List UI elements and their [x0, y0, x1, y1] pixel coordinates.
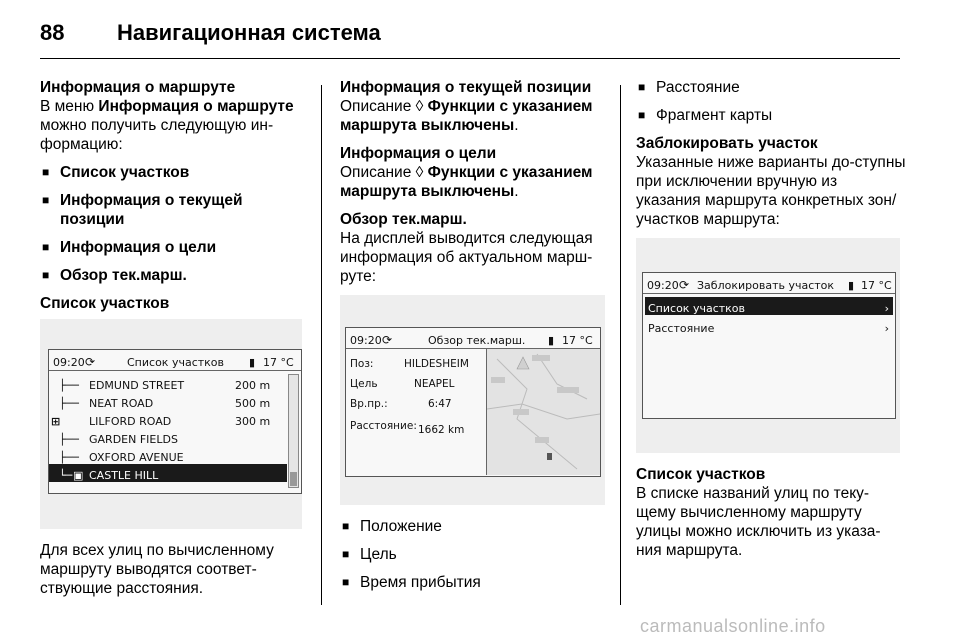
bullet-item: ■ Информация о цели: [42, 239, 217, 256]
clock: 09:20: [350, 334, 382, 347]
status-bar: [49, 350, 301, 371]
field-value: HILDESHEIM: [404, 358, 469, 370]
section-heading: Список участков: [636, 466, 766, 483]
column-1: [40, 78, 302, 607]
bullet-icon: ■: [342, 575, 350, 589]
bullet-icon: ■: [342, 519, 350, 533]
header-rule: [40, 58, 900, 59]
status-bar: [643, 273, 895, 294]
paragraph: Описание ◊ Функции с указанием маршрута выключены.: [340, 164, 593, 200]
menu-item-distance[interactable]: Расстояние ›: [645, 317, 893, 335]
map-fragment: [486, 349, 600, 475]
section-heading: Информация о маршруте: [40, 79, 236, 96]
status-bar: [346, 328, 600, 349]
bullet-icon: ■: [42, 165, 50, 179]
car-icon: ▣: [73, 469, 84, 482]
phone-icon: ▮: [249, 356, 256, 369]
chevron-right-icon: ›: [884, 302, 889, 315]
bullet-item: ■ Расстояние: [638, 79, 740, 96]
list-item[interactable]: ├── OXFORD AVENUE: [59, 451, 184, 464]
route-icon: ⟳: [382, 333, 393, 347]
phone-icon: ▮: [848, 279, 855, 292]
arrow-icon: ◊: [415, 164, 424, 181]
figure-route-overview: [340, 295, 605, 505]
list-item[interactable]: ├── GARDEN FIELDS: [59, 433, 178, 446]
section-heading: Обзор тек.марш.: [340, 211, 467, 228]
field-value: 6:47: [428, 398, 452, 410]
bullet-icon: ■: [42, 240, 50, 254]
screen-title: Заблокировать участок: [697, 279, 835, 292]
bullet-icon: ■: [638, 108, 646, 122]
field-label: Цель: [350, 378, 378, 390]
route-info: [346, 349, 486, 476]
field-label: Расстояние:: [350, 420, 417, 432]
field-label: Вр.пр.:: [350, 398, 388, 410]
paragraph: В списке названий улиц по теку-щему вычисленному маршруту улицы можно исключить из указа-ния маршрута.: [636, 485, 881, 559]
list-item[interactable]: ⊞ LILFORD ROAD 300 m: [49, 410, 301, 428]
bullet-icon: ■: [42, 268, 50, 282]
arrow-icon: ◊: [415, 98, 424, 115]
plus-icon: ⊞: [51, 415, 61, 428]
bullet-item: ■ Обзор тек.марш.: [42, 267, 187, 284]
bullet-icon: ■: [342, 547, 350, 561]
column-3: [636, 78, 906, 569]
column-divider-1: [321, 85, 322, 605]
bullet-item: ■ Информация о текущей позиции: [42, 192, 243, 228]
paragraph: На дисплей выводится следующая информация об актуальном марш-руте:: [340, 230, 593, 285]
section-heading: Заблокировать участок: [636, 135, 818, 152]
display-screen: [642, 272, 896, 419]
page-title: Навигационная система: [117, 20, 381, 45]
temperature: 17 °C: [263, 356, 294, 369]
bullet-icon: ■: [42, 193, 50, 207]
segment-list: [49, 374, 301, 482]
bullet-item: ■ Список участков: [42, 164, 190, 181]
temperature: 17 °C: [562, 334, 593, 347]
phone-icon: ▮: [548, 334, 555, 347]
clock: 09:20: [53, 356, 85, 369]
bullet-item: ■ Время прибытия: [342, 574, 481, 591]
route-icon: ⟳: [679, 278, 690, 292]
scrollbar[interactable]: [288, 374, 299, 488]
temperature: 17 °C: [861, 279, 892, 292]
column-2: [340, 78, 605, 601]
route-icon: ⟳: [85, 355, 96, 369]
list-item-selected[interactable]: └─ ▣ CASTLE HILL: [49, 464, 287, 482]
chevron-right-icon: ›: [884, 322, 889, 335]
section-heading: Информация о текущей позиции: [340, 79, 592, 96]
paragraph: Указанные ниже варианты до-ступны при исключении вручную из указания маршрута конкретных зон/участков маршрута:: [636, 154, 906, 228]
menu-list: [643, 297, 895, 335]
figure-segment-list: [40, 319, 302, 529]
column-divider-2: [620, 85, 621, 605]
figure-block-segment: [636, 238, 900, 453]
field-label: Поз:: [350, 358, 374, 370]
page-number: 88: [40, 20, 65, 45]
section-heading: Информация о цели: [340, 145, 497, 162]
watermark: carmanualsonline.info: [640, 616, 826, 636]
paragraph: Для всех улиц по вычисленному маршруту выводятся соответ-ствующие расстояния.: [40, 542, 274, 597]
map-svg: [487, 349, 600, 475]
display-screen: [345, 327, 601, 477]
bullet-item: ■ Положение: [342, 518, 442, 535]
menu-item-segment-list[interactable]: Список участков ›: [645, 297, 893, 315]
screen-title: Обзор тек.марш.: [428, 334, 526, 347]
screen-title: Список участков: [127, 356, 225, 369]
list-item[interactable]: ├── NEAT ROAD 500 m: [59, 397, 271, 410]
field-value: 1662 km: [418, 424, 465, 436]
bullet-item: ■ Цель: [342, 546, 397, 563]
list-item[interactable]: ├── EDMUND STREET 200 m: [59, 379, 271, 392]
clock: 09:20: [647, 279, 679, 292]
bullet-item: ■ Фрагмент карты: [638, 107, 773, 124]
display-screen: [48, 349, 302, 494]
bullet-icon: ■: [638, 80, 646, 94]
paragraph: Описание ◊ Функции с указанием маршрута выключены.: [340, 98, 593, 134]
section-heading: Список участков: [40, 295, 170, 312]
paragraph: В меню Информация о маршруте можно получить следующую ин-формацию:: [40, 98, 294, 153]
field-value: NEAPEL: [414, 378, 455, 390]
